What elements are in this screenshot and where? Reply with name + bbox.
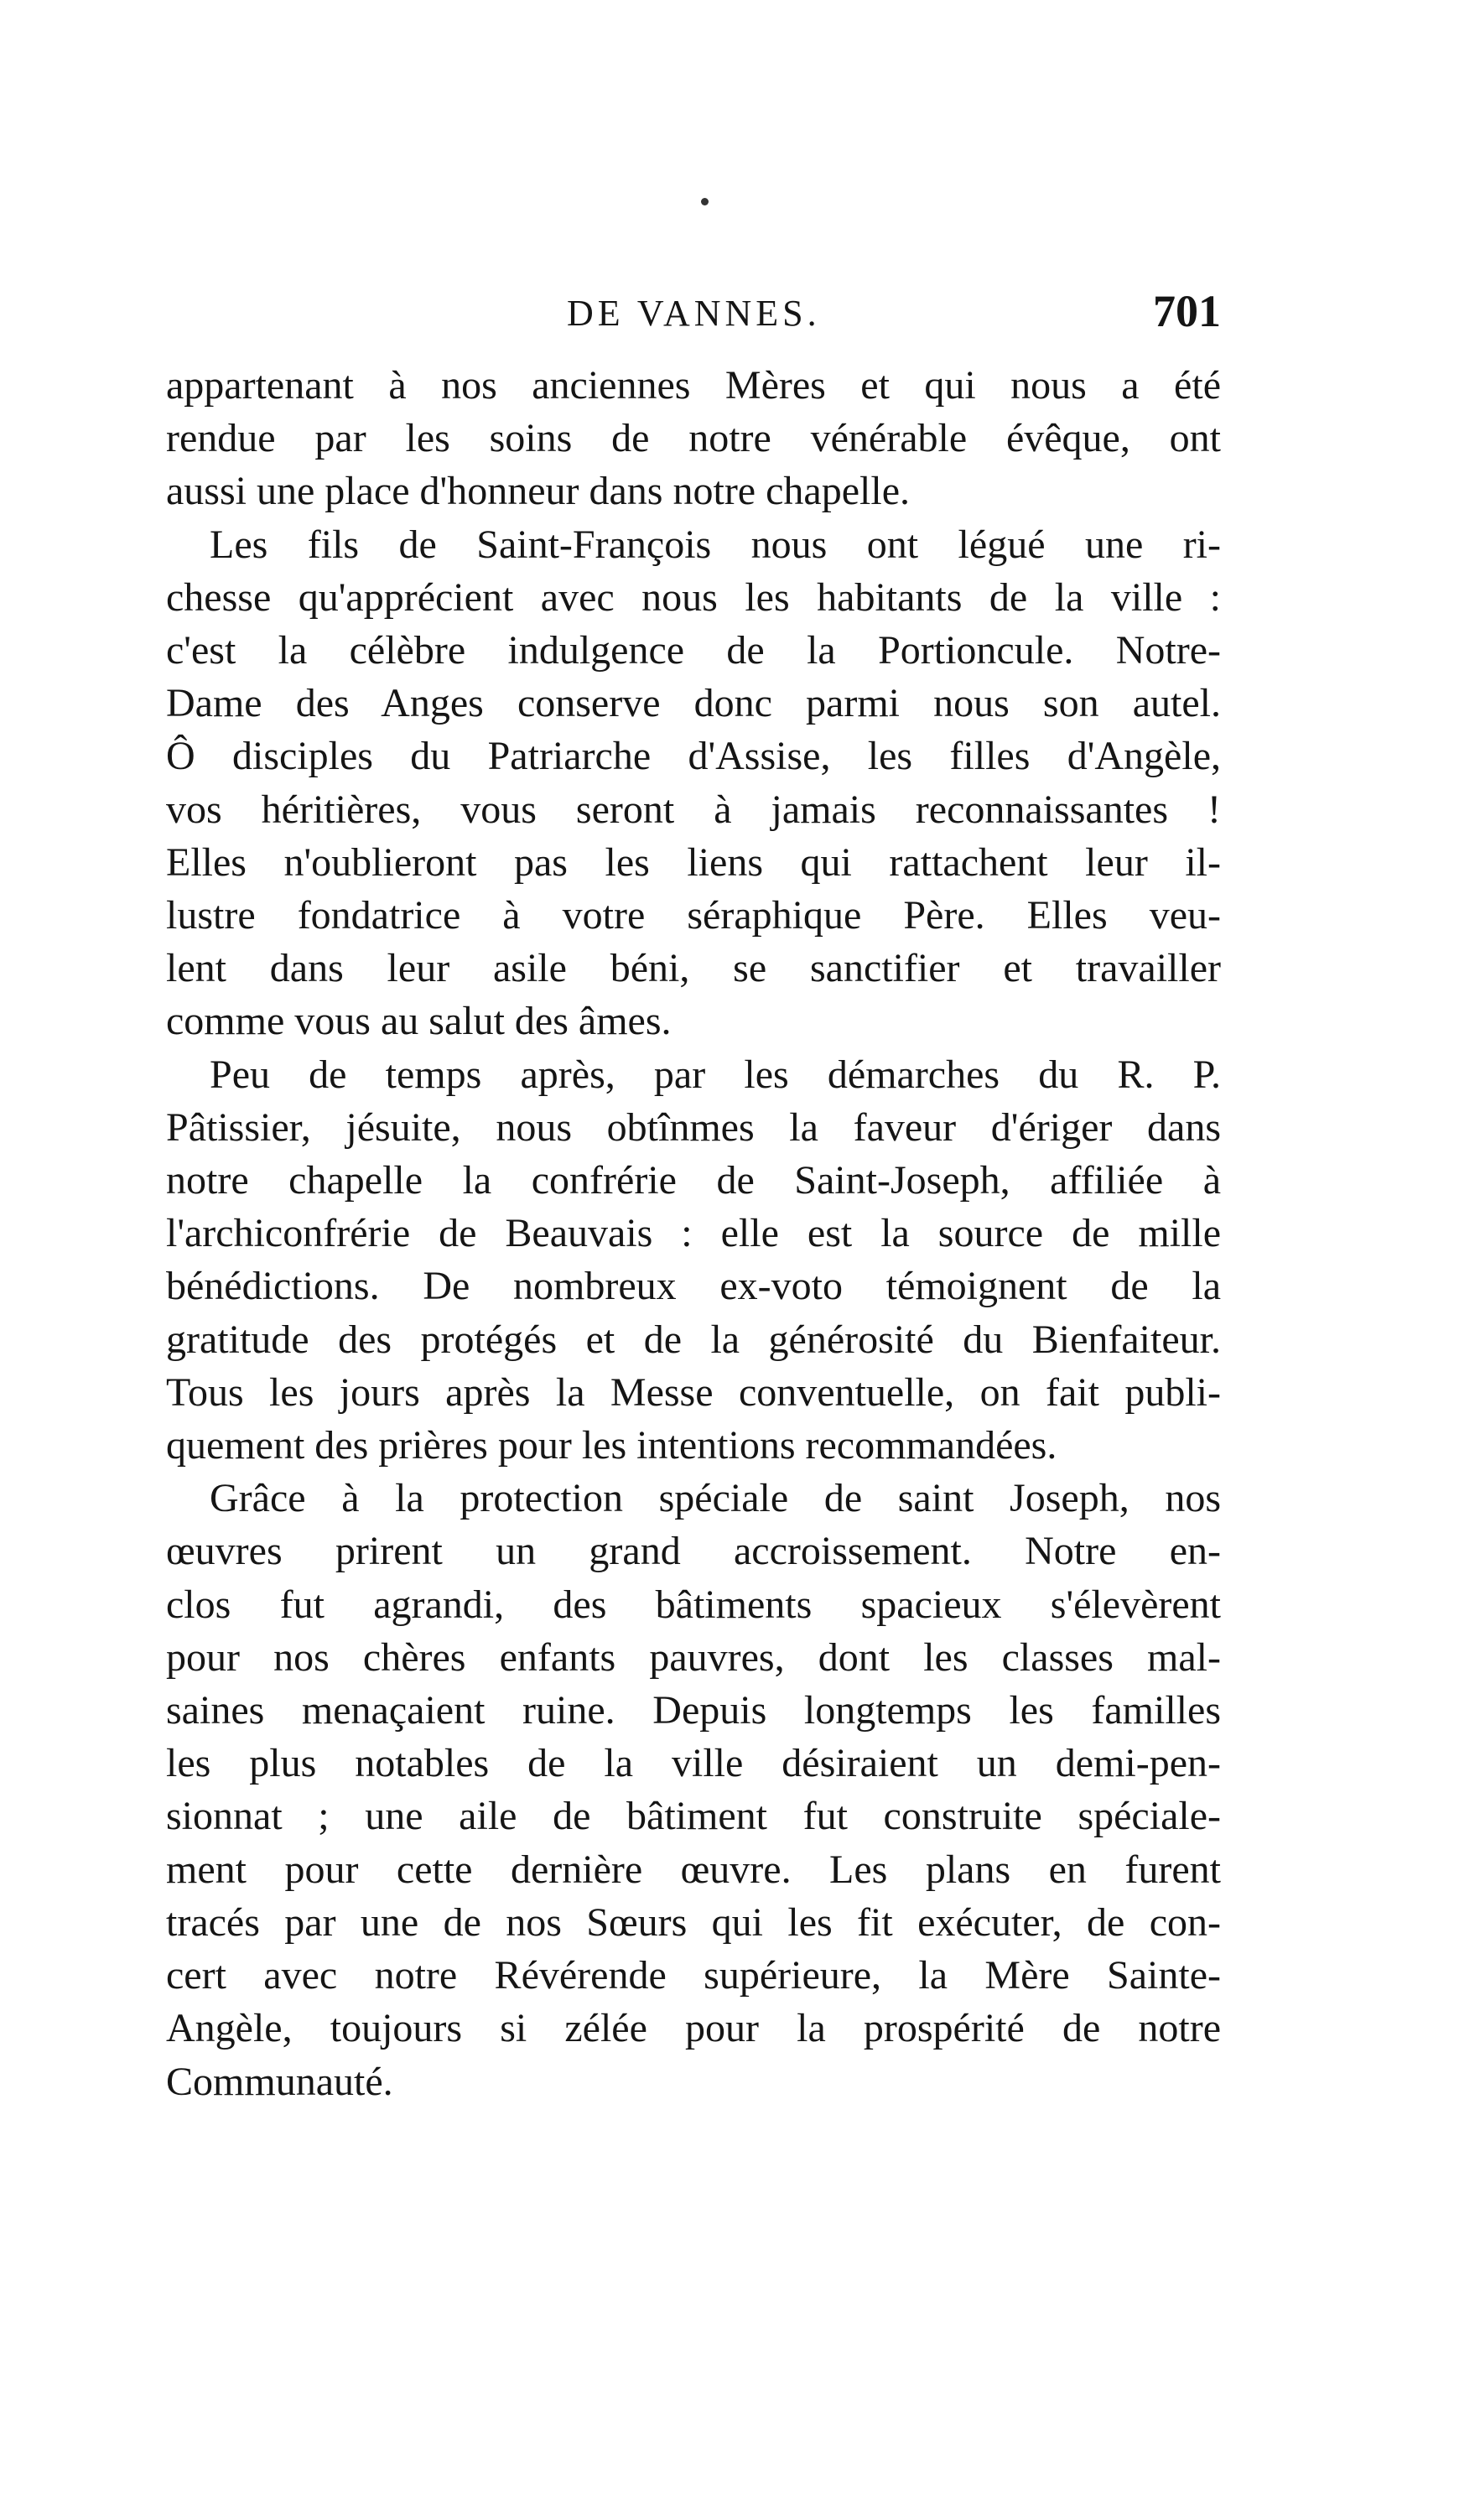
text-line: l'archiconfrérie de Beauvais : elle est la source de mille	[166, 1211, 1221, 1256]
text-line: Dame des Anges conserve donc parmi nous son autel.	[166, 681, 1221, 726]
text-line: cert avec notre Révérende supérieure, la Mère Sainte-	[166, 1953, 1221, 1998]
text-line: Tous les jours après la Messe conventuelle, on fait publi-	[166, 1369, 1221, 1415]
text-line: vos héritières, vous seront à jamais reconnaissantes !	[166, 787, 1221, 832]
text-line: Communauté.	[166, 2059, 393, 2104]
page-header	[166, 285, 1221, 352]
text-line: Angèle, toujours si zélée pour la prospérité de notre	[166, 2006, 1221, 2051]
text-line: sionnat ; une aile de bâtiment fut construite spéciale-	[166, 1794, 1221, 1839]
text-line: Peu de temps après, par les démarches du R. P.	[210, 1052, 1221, 1097]
text-line: Ô disciples du Patriarche d'Assise, les filles d'Angèle,	[166, 734, 1221, 779]
text-line: Pâtissier, jésuite, nous obtînmes la faveur d'ériger dans	[166, 1104, 1221, 1150]
text-line: quement des prières pour les intentions recommandées.	[166, 1423, 1057, 1468]
text-line: Les fils de Saint-François nous ont légué une ri-	[210, 522, 1221, 567]
text-line: les plus notables de la ville désiraient un demi-pen-	[166, 1741, 1221, 1786]
text-line: aussi une place d'honneur dans notre chapelle.	[166, 469, 910, 514]
text-line: Elles n'oublieront pas les liens qui rattachent leur il-	[166, 839, 1221, 885]
text-line: tracés par une de nos Sœurs qui les fit exécuter, de con-	[166, 1899, 1221, 1945]
text-line: notre chapelle la confrérie de Saint-Joseph, affiliée à	[166, 1158, 1221, 1203]
text-line: ment pour cette dernière œuvre. Les plans en furent	[166, 1847, 1221, 1892]
text-line: c'est la célèbre indulgence de la Portioncule. Notre-	[166, 628, 1221, 673]
page-number: 701	[1153, 286, 1221, 336]
text-line: œuvres prirent un grand accroissement. Notre en-	[166, 1529, 1221, 1574]
text-line: Grâce à la protection spéciale de saint Joseph, nos	[210, 1476, 1221, 1521]
running-head: DE VANNES.	[567, 293, 821, 334]
text-line: appartenant à nos anciennes Mères et qui nous a été	[166, 363, 1221, 408]
text-line: chesse qu'apprécient avec nous les habitants de la ville :	[166, 574, 1221, 620]
text-line: comme vous au salut des âmes.	[166, 999, 672, 1044]
ink-speck	[701, 198, 709, 205]
text-line: lustre fondatrice à votre séraphique Père. Elles veu-	[166, 893, 1221, 938]
text-line: clos fut agrandi, des bâtiments spacieux s'élevèrent	[166, 1582, 1221, 1627]
text-line: pour nos chères enfants pauvres, dont les classes mal-	[166, 1634, 1221, 1680]
text-line: bénédictions. De nombreux ex-voto témoignent de la	[166, 1264, 1221, 1309]
body-text	[166, 359, 1221, 2108]
text-line: lent dans leur asile béni, se sanctifier et travailler	[166, 946, 1221, 991]
text-line: gratitude des protégés et de la générosité du Bienfaiteur.	[166, 1317, 1221, 1362]
text-line: saines menaçaient ruine. Depuis longtemps les familles	[166, 1688, 1221, 1733]
text-line: rendue par les soins de notre vénérable évêque, ont	[166, 416, 1221, 461]
